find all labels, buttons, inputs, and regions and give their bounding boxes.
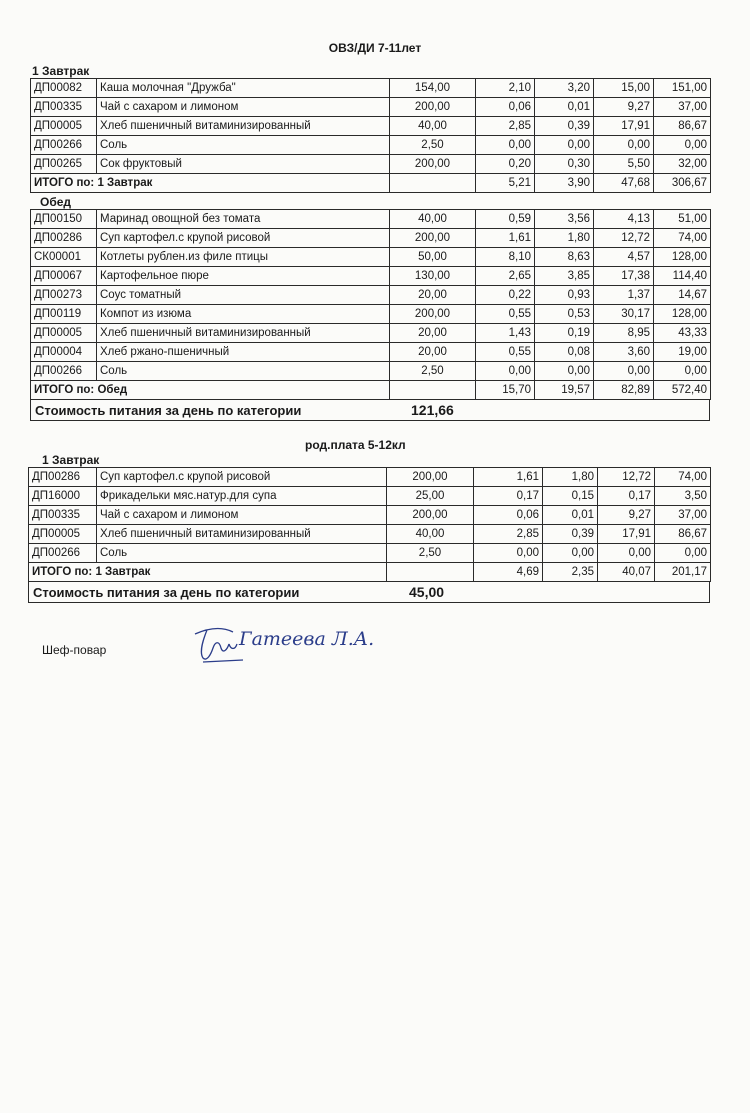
item-kcal: 86,67 — [655, 525, 711, 544]
item-weight: 2,50 — [390, 136, 476, 155]
item-protein: 0,00 — [476, 136, 535, 155]
item-protein: 0,17 — [474, 487, 543, 506]
item-protein: 1,43 — [476, 324, 535, 343]
item-name: Хлеб пшеничный витаминизированный — [97, 525, 387, 544]
item-kcal: 0,00 — [655, 544, 711, 563]
item-weight: 130,00 — [390, 267, 476, 286]
total-carb: 82,89 — [594, 381, 654, 400]
item-weight: 20,00 — [390, 286, 476, 305]
item-carb: 3,60 — [594, 343, 654, 362]
item-weight: 200,00 — [390, 305, 476, 324]
item-protein: 0,00 — [474, 544, 543, 563]
item-kcal: 43,33 — [654, 324, 711, 343]
signature-text: Гатеева Л.А. — [239, 628, 375, 650]
total-carb: 40,07 — [598, 563, 655, 582]
item-fat: 0,39 — [543, 525, 598, 544]
item-carb: 15,00 — [594, 79, 654, 98]
item-kcal: 0,00 — [654, 362, 711, 381]
item-code: ДП00082 — [31, 79, 97, 98]
item-carb: 8,95 — [594, 324, 654, 343]
item-weight: 50,00 — [390, 248, 476, 267]
item-fat: 0,00 — [535, 362, 594, 381]
item-fat: 0,30 — [535, 155, 594, 174]
item-protein: 1,61 — [474, 468, 543, 487]
cost-value: 45,00 — [409, 584, 445, 600]
total-row — [31, 174, 711, 193]
item-fat: 1,80 — [543, 468, 598, 487]
item-weight: 25,00 — [387, 487, 474, 506]
table-row — [31, 98, 711, 117]
breakfast-label: 1 Завтрак — [32, 64, 90, 78]
table-row — [29, 468, 711, 487]
item-kcal: 32,00 — [654, 155, 711, 174]
item-code: ДП00004 — [31, 343, 97, 362]
item-carb: 0,00 — [598, 544, 655, 563]
table-row — [29, 487, 711, 506]
item-kcal: 37,00 — [655, 506, 711, 525]
item-kcal: 3,50 — [655, 487, 711, 506]
item-protein: 1,61 — [476, 229, 535, 248]
item-weight: 200,00 — [387, 506, 474, 525]
item-name: Чай с сахаром и лимоном — [97, 506, 387, 525]
item-fat: 8,63 — [535, 248, 594, 267]
item-kcal: 74,00 — [655, 468, 711, 487]
total-row — [29, 563, 711, 582]
item-fat: 0,15 — [543, 487, 598, 506]
item-fat: 0,00 — [535, 136, 594, 155]
item-fat: 0,08 — [535, 343, 594, 362]
item-name: Хлеб пшеничный витаминизированный — [97, 117, 390, 136]
table-row — [29, 525, 711, 544]
item-name: Каша молочная "Дружба" — [97, 79, 390, 98]
item-fat: 0,93 — [535, 286, 594, 305]
item-code: ДП00266 — [31, 362, 97, 381]
item-name: Маринад овощной без томата — [97, 210, 390, 229]
item-carb: 12,72 — [594, 229, 654, 248]
item-kcal: 151,00 — [654, 79, 711, 98]
item-weight: 40,00 — [387, 525, 474, 544]
item-protein: 0,20 — [476, 155, 535, 174]
item-weight: 200,00 — [390, 155, 476, 174]
table-row — [31, 343, 711, 362]
table-row — [31, 286, 711, 305]
cost-label: Стоимость питания за день по категории — [33, 584, 300, 600]
cost-value: 121,66 — [411, 402, 454, 418]
item-fat: 3,20 — [535, 79, 594, 98]
item-protein: 0,22 — [476, 286, 535, 305]
cost-row-2 — [28, 582, 710, 603]
item-fat: 3,85 — [535, 267, 594, 286]
item-weight: 200,00 — [387, 468, 474, 487]
item-carb: 17,38 — [594, 267, 654, 286]
item-name: Компот из изюма — [97, 305, 390, 324]
table-row — [31, 362, 711, 381]
item-weight: 154,00 — [390, 79, 476, 98]
table-row — [31, 117, 711, 136]
cost-row-1 — [30, 400, 710, 421]
item-fat: 0,01 — [543, 506, 598, 525]
item-kcal: 114,40 — [654, 267, 711, 286]
item-kcal: 37,00 — [654, 98, 711, 117]
item-code: ДП00286 — [31, 229, 97, 248]
item-name: Хлеб пшеничный витаминизированный — [97, 324, 390, 343]
item-fat: 0,39 — [535, 117, 594, 136]
item-protein: 2,65 — [476, 267, 535, 286]
item-carb: 1,37 — [594, 286, 654, 305]
item-protein: 2,10 — [476, 79, 535, 98]
item-code: ДП00286 — [29, 468, 97, 487]
total-label: ИТОГО по: 1 Завтрак — [31, 174, 390, 193]
total-kcal: 201,17 — [655, 563, 711, 582]
item-carb: 9,27 — [594, 98, 654, 117]
item-fat: 0,53 — [535, 305, 594, 324]
page-title: ОВЗ/ДИ 7-11лет — [328, 41, 422, 55]
item-fat: 0,19 — [535, 324, 594, 343]
item-carb: 0,00 — [594, 362, 654, 381]
item-kcal: 86,67 — [654, 117, 711, 136]
cost-label: Стоимость питания за день по категории — [35, 402, 302, 418]
item-code: ДП00119 — [31, 305, 97, 324]
item-name: Картофельное пюре — [97, 267, 390, 286]
item-carb: 4,13 — [594, 210, 654, 229]
item-weight: 40,00 — [390, 210, 476, 229]
lunch-label: Обед — [40, 195, 72, 209]
menu-table-breakfast-1 — [30, 78, 711, 193]
total-weight-empty — [390, 174, 476, 193]
item-name: Котлеты рублен.из филе птицы — [97, 248, 390, 267]
item-name: Суп картофел.с крупой рисовой — [97, 468, 387, 487]
table-row — [31, 248, 711, 267]
total-weight-empty — [387, 563, 474, 582]
item-weight: 40,00 — [390, 117, 476, 136]
item-name: Суп картофел.с крупой рисовой — [97, 229, 390, 248]
item-code: СК00001 — [31, 248, 97, 267]
item-carb: 9,27 — [598, 506, 655, 525]
item-carb: 17,91 — [594, 117, 654, 136]
item-protein: 0,59 — [476, 210, 535, 229]
item-weight: 200,00 — [390, 229, 476, 248]
item-kcal: 14,67 — [654, 286, 711, 305]
item-carb: 12,72 — [598, 468, 655, 487]
total-carb: 47,68 — [594, 174, 654, 193]
table-row — [31, 210, 711, 229]
item-kcal: 51,00 — [654, 210, 711, 229]
item-carb: 17,91 — [598, 525, 655, 544]
item-name: Соус томатный — [97, 286, 390, 305]
item-code: ДП00335 — [29, 506, 97, 525]
item-carb: 5,50 — [594, 155, 654, 174]
table-row — [31, 305, 711, 324]
item-code: ДП00266 — [31, 136, 97, 155]
item-code: ДП16000 — [29, 487, 97, 506]
item-fat: 0,01 — [535, 98, 594, 117]
item-weight: 2,50 — [390, 362, 476, 381]
total-protein: 4,69 — [474, 563, 543, 582]
table-row — [31, 79, 711, 98]
total-protein: 15,70 — [476, 381, 535, 400]
item-code: ДП00150 — [31, 210, 97, 229]
subtitle-group: род.плата 5-12кл — [305, 438, 406, 452]
item-code: ДП00067 — [31, 267, 97, 286]
total-weight-empty — [390, 381, 476, 400]
section-1 — [30, 64, 710, 421]
item-kcal: 74,00 — [654, 229, 711, 248]
table-row — [31, 229, 711, 248]
table-row — [29, 506, 711, 525]
item-fat: 1,80 — [535, 229, 594, 248]
item-kcal: 0,00 — [654, 136, 711, 155]
item-name: Соль — [97, 136, 390, 155]
total-kcal: 572,40 — [654, 381, 711, 400]
item-name: Соль — [97, 362, 390, 381]
item-fat: 0,00 — [543, 544, 598, 563]
table-row — [31, 136, 711, 155]
menu-table-breakfast-2 — [28, 467, 711, 582]
item-protein: 0,06 — [476, 98, 535, 117]
item-code: ДП00265 — [31, 155, 97, 174]
item-protein: 0,06 — [474, 506, 543, 525]
item-protein: 0,55 — [476, 343, 535, 362]
item-carb: 0,17 — [598, 487, 655, 506]
item-kcal: 128,00 — [654, 305, 711, 324]
total-fat: 3,90 — [535, 174, 594, 193]
item-protein: 0,55 — [476, 305, 535, 324]
item-code: ДП00005 — [31, 324, 97, 343]
item-code: ДП00335 — [31, 98, 97, 117]
item-carb: 30,17 — [594, 305, 654, 324]
item-code: ДП00005 — [31, 117, 97, 136]
table-row — [31, 155, 711, 174]
item-name: Фрикадельки мяс.натур.для супа — [97, 487, 387, 506]
item-carb: 4,57 — [594, 248, 654, 267]
item-code: ДП00005 — [29, 525, 97, 544]
total-kcal: 306,67 — [654, 174, 711, 193]
total-label: ИТОГО по: Обед — [31, 381, 390, 400]
item-kcal: 19,00 — [654, 343, 711, 362]
item-weight: 20,00 — [390, 343, 476, 362]
total-fat: 19,57 — [535, 381, 594, 400]
section-2 — [28, 453, 710, 603]
item-kcal: 128,00 — [654, 248, 711, 267]
total-row — [31, 381, 711, 400]
total-label: ИТОГО по: 1 Завтрак — [29, 563, 387, 582]
menu-table-lunch — [30, 209, 711, 400]
table-row — [31, 324, 711, 343]
breakfast-label: 1 Завтрак — [42, 453, 100, 467]
item-carb: 0,00 — [594, 136, 654, 155]
item-weight: 20,00 — [390, 324, 476, 343]
total-protein: 5,21 — [476, 174, 535, 193]
item-code: ДП00273 — [31, 286, 97, 305]
table-row — [29, 544, 711, 563]
item-protein: 8,10 — [476, 248, 535, 267]
item-code: ДП00266 — [29, 544, 97, 563]
chef-signature — [185, 618, 385, 673]
item-weight: 2,50 — [387, 544, 474, 563]
total-fat: 2,35 — [543, 563, 598, 582]
chef-label: Шеф-повар — [42, 643, 107, 657]
item-protein: 0,00 — [476, 362, 535, 381]
item-fat: 3,56 — [535, 210, 594, 229]
item-name: Чай с сахаром и лимоном — [97, 98, 390, 117]
item-protein: 2,85 — [476, 117, 535, 136]
item-name: Соль — [97, 544, 387, 563]
table-row — [31, 267, 711, 286]
item-protein: 2,85 — [474, 525, 543, 544]
item-name: Хлеб ржано-пшеничный — [97, 343, 390, 362]
item-weight: 200,00 — [390, 98, 476, 117]
item-name: Сок фруктовый — [97, 155, 390, 174]
